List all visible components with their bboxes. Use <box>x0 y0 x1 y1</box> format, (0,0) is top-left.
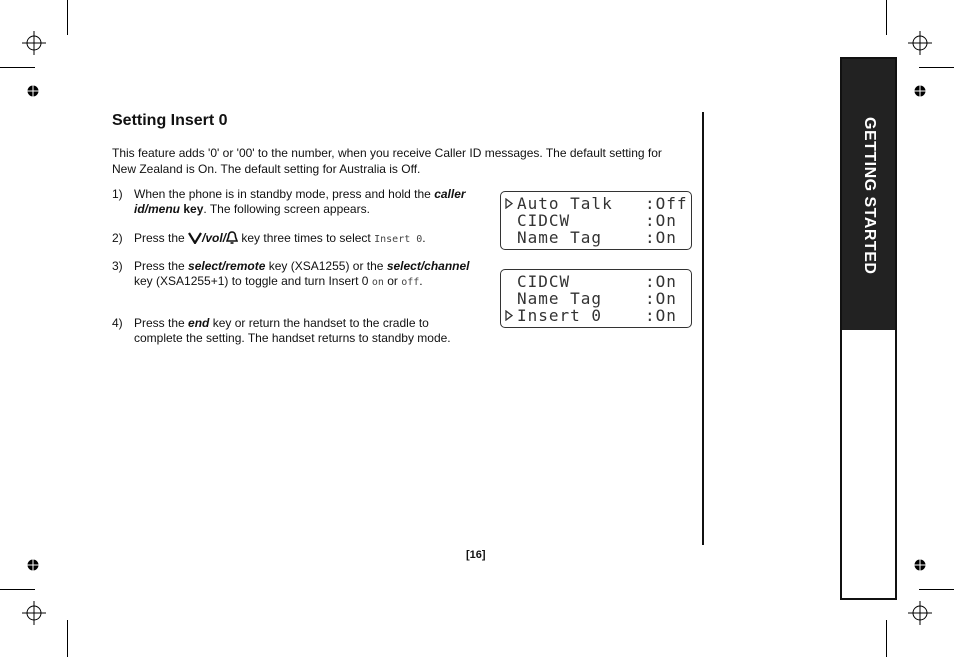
registration-dot-icon <box>26 558 40 572</box>
lcd-label: Name Tag <box>517 289 603 308</box>
lcd-row <box>505 195 687 212</box>
step-number: 1) <box>112 187 123 201</box>
step-text: When the phone is in standby mode, press and hold the caller id/menu key. The following screen appears. <box>134 187 466 216</box>
registration-dot-icon <box>913 84 927 98</box>
key-name: /vol/ <box>202 231 227 245</box>
key-name: end <box>188 316 210 330</box>
lcd-text-inline: on <box>371 277 384 288</box>
page-number: [16] <box>466 549 486 561</box>
side-tab-dark-block <box>842 59 895 330</box>
lcd-row <box>505 290 687 307</box>
lcd-value: :On <box>645 289 677 308</box>
lcd-value: :On <box>645 306 677 325</box>
step-number: 4) <box>112 316 123 330</box>
lcd-screen-1 <box>500 191 692 250</box>
lcd-screen-2 <box>500 269 692 328</box>
registration-dot-icon <box>26 84 40 98</box>
lcd-text-inline: off <box>401 277 420 288</box>
down-arrow-icon <box>188 232 202 244</box>
cursor-arrow-icon <box>505 310 513 321</box>
lcd-label: Name Tag <box>517 228 603 247</box>
cursor-arrow-icon <box>505 198 513 209</box>
registration-crosshair-icon <box>908 601 932 625</box>
registration-crosshair-icon <box>22 601 46 625</box>
step-text: Press the end key or return the handset to the cradle to complete the setting. The handset returns to standby mode. <box>134 316 451 345</box>
key-name: caller id/menu <box>134 187 466 216</box>
lcd-label: Insert 0 <box>517 306 603 325</box>
lcd-value: :Off <box>645 194 688 213</box>
lcd-text-inline: Insert 0 <box>374 234 423 245</box>
step-number: 3) <box>112 259 123 273</box>
lcd-label: CIDCW <box>517 211 571 230</box>
step-number: 2) <box>112 231 123 245</box>
lcd-value: :On <box>645 272 677 291</box>
intro-paragraph: This feature adds '0' or '00' to the number, when you receive Caller ID messages. The default setting for New Zealand is On. The default setting for Australia is Off. <box>112 146 662 176</box>
key-name: select/channel <box>386 259 470 273</box>
step-text: Press the /vol/ key three times to select Insert 0. <box>134 231 426 245</box>
step-text: Press the select/remote key (XSA1255) or the select/channel key (XSA1255+1) to toggle and turn Insert 0 on or off. <box>134 259 470 288</box>
lcd-row <box>505 307 687 324</box>
lcd-value: :On <box>645 211 677 230</box>
side-tab <box>840 57 897 600</box>
registration-dot-icon <box>913 558 927 572</box>
lcd-row <box>505 273 687 290</box>
section-title: Setting Insert 0 <box>112 112 228 129</box>
registration-crosshair-icon <box>22 31 46 55</box>
lcd-row <box>505 212 687 229</box>
lcd-label: CIDCW <box>517 272 571 291</box>
lcd-label: Auto Talk <box>517 194 613 213</box>
side-tab-label: GETTING STARTED <box>860 117 878 275</box>
column-divider <box>702 112 704 545</box>
lcd-row <box>505 229 687 246</box>
bell-icon <box>226 231 238 244</box>
key-name: select/remote <box>188 259 266 273</box>
lcd-value: :On <box>645 228 677 247</box>
registration-crosshair-icon <box>908 31 932 55</box>
